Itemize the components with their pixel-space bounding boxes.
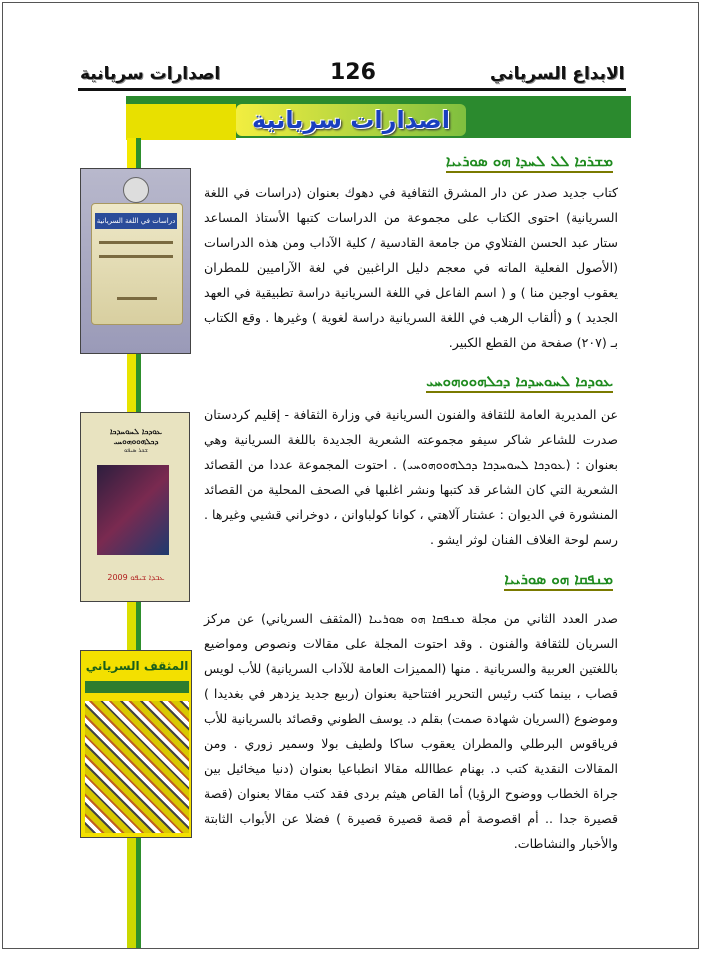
book-2-subtitle: ܫܟܪ ܣܝܦܘ: [124, 447, 148, 454]
section-1-syriac-heading: ܡܫܪܟܐ ܠܠ ܠܚܕܐ ܗܘ ܣܘܪܝܝܐ: [446, 152, 613, 173]
magazine-cover: [80, 650, 192, 838]
section-3-syriac-heading: ܡܢܦܩܐ ܗܘ ܣܘܪܝܝܐ: [504, 570, 613, 591]
magazine-band: [85, 681, 189, 693]
banner-yellow-strip: [126, 104, 236, 140]
scroll-text-line: [99, 241, 173, 244]
book-2-footer: ܥܒܕܐ ܫܝܦܘ 2009: [107, 573, 165, 582]
book-1-title: دراسات في اللغة السريانية: [95, 213, 177, 229]
magazine-title: المثقف السرياني: [85, 659, 189, 673]
book-cover-1: [80, 168, 191, 354]
publisher-emblem-icon: [123, 177, 149, 203]
section-2-syriac-heading: ܥܘܕܟܐ ܠܚܘܚܕܟܐ ܕܟܠܗܘܘܗܘܚܝ: [426, 372, 613, 393]
page-number: 126: [330, 60, 376, 85]
section-banner: اصدارات سريانية: [236, 104, 466, 136]
book-2-title: ܥܘܕܟܐ ܠܚܘܚܕܟܐ ܕܟܠܗܘܘܗܘܚܝ: [110, 427, 162, 446]
cover-artwork: [97, 465, 169, 555]
section-2-paragraph: عن المديرية العامة للثقافة والفنون السريانية في وزارة الثقافة - إقليم كردستان صدرت للشاعر شاكر سيفو مجموعته الشعرية الجديدة باللغة السريانية وهي بعنوان : (ܥܘܕܟܐ ܠܚܘܚܕܟܐ ܕܟܠܗܘܘܗܘܚܝ) . احتوت المجموعة عددا من القصائد الشعرية التي كان الشاعر قد كتبها ونشر اغلبها في الصحف المحلية من القصائد المنشورة في الديوان : عشتار آلاهتي ، كوانا كولباوانن ، دوخراني قشيي وغيرها . رسم لوحة الغلاف الفنان لوثر ايشو .: [204, 407, 618, 547]
scroll-text-line: [117, 297, 157, 300]
section-1-paragraph: كتاب جديد صدر عن دار المشرق الثقافية في دهوك بعنوان (دراسات في اللغة السريانية) احتوى الكتاب على مجموعة من الدراسات كتبها الأستاذ المساعد ستار عبد الحسن الفتلاوي من جامعة القادسية / كلية الآداب ومن هذه الدراسات (الأصول الفعلية الماته في معجم دليل الراغبين في لغة الآراميين للمطران يعقوب اوجين منا ) و ( اسم الفاعل في اللغة السريانية دراسة تطبيقية في العهد الجديد ) و (ألقاب الرهب في اللغة السريانية دراسة لغوية ) وغيرها . وقع الكتاب بـ (٢٠٧) صفحة من القطع الكبير.: [204, 185, 618, 350]
header-rule: [78, 88, 626, 91]
section-3-paragraph: صدر العدد الثاني من مجلة ܡܢܦܩܐ ܗܘ ܣܘܪܝܝܐ (المثقف السرياني) عن مركز السريان للثقافة والفنون . وقد احتوت المجلة على مقالات ونصوص ومواضيع باللغتين العربية والسريانية . منها (المميزات العامة للآداب السريانية) للأب لويس قصاب ، بينما كتب رئيس التحرير افتتاحية بعنوان (ربيع جديد يزدهر في بغديدا ) وموضوع (السريان شهادة صمت) بقلم د. يوسف الطوني وقصائد بالسريانية للأب فرياقوس البرطلي والمطران يعقوب ساكا ولطيف بولا وسمير زوري . ومن المقالات النقدية كتب د. بهنام عطاالله مقالا انطباعيا بعنوان (دنيا ميخائيل بين جراة الخطاب ووضوح الرؤيا) أما القاص هيثم بردى فقد كتب مقالا بعنوان (قصة قصيرة جدا .. أم اقصوصة أم قصة قصيرة قصيرة ) فضلا عن الأبواب الثابتة والأخبار والنشاطات.: [204, 611, 618, 851]
header-magazine-title: الابداع السرياني: [490, 64, 625, 84]
header-section-title: اصدارات سريانية: [80, 64, 221, 84]
book-cover-2: [80, 412, 190, 602]
magazine-artwork: [85, 701, 189, 833]
scroll-text-line: [99, 255, 173, 258]
